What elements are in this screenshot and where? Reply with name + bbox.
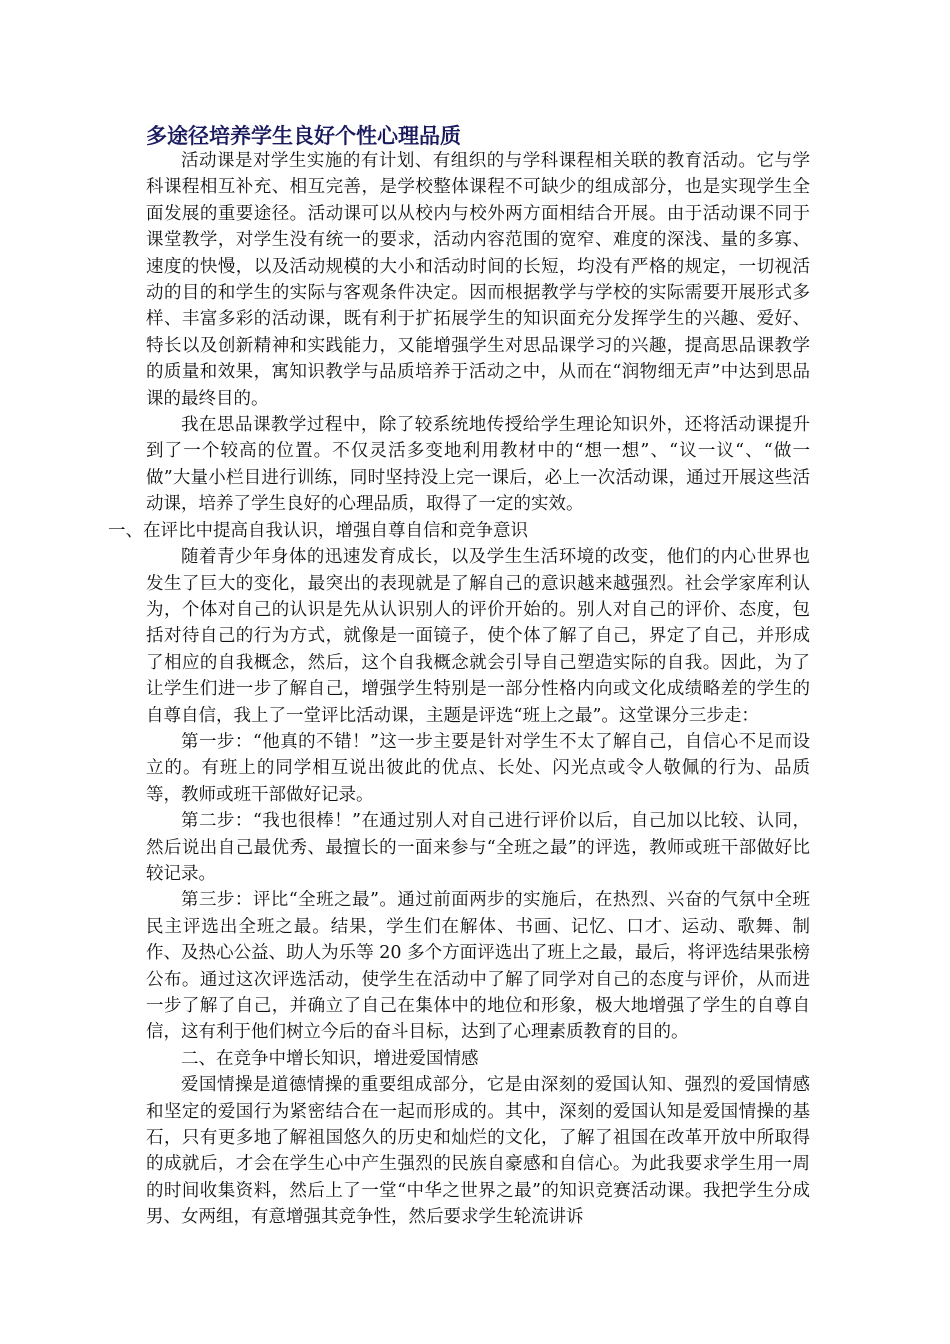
section1-paragraph-4: 第三步：评比“全班之最”。通过前面两步的实施后，在热烈、兴奋的气氛中全班民主评选出全班之最。结果，学生们在解体、书画、记忆、口才、运动、歌舞、制作、及热心公益、助人为乐等 20 多个方面评选出了班上之最，最后，将评选结果张榜公布。通过这次评选活动，使学生在活动中了解了同学对自己的态度与评价，从而进一步了解了自己，并确立了自己在集体中的地位和形象，极大地增强了学生的自尊自信，这有利于他们树立今后的奋斗目标，达到了心理素质教育的目的。 — [146, 890, 810, 1043]
intro-paragraph-1: 活动课是对学生实施的有计划、有组织的与学科课程相关联的教育活动。它与学科课程相互补充、相互完善，是学校整体课程不可缺少的组成部分，也是实现学生全面发展的重要途径。活动课可以从校内与校外两方面相结合开展。由于活动课不同于课堂教学，对学生没有统一的要求，活动内容范围的宽窄、难度的深浅、量的多寡、速度的快慢，以及活动规模的大小和活动时间的长短，均没有严格的规定，一切视活动的目的和学生的实际与客观条件决定。因而根据教学与学校的实际需要开展形式多样、丰富多彩的活动课，既有利于扩拓展学生的知识面充分发挥学生的兴趣、爱好、特长以及创新精神和实践能力，又能增强学生对思品课学习的兴趣，提高思品课教学的质量和效果，寓知识教学与品质培养于活动之中，从而在“润物细无声”中达到思品课的最终目的。 — [146, 151, 810, 409]
section1-paragraph-2: 第一步：“他真的不错！”这一步主要是针对学生不太了解自己，自信心不足而设立的。有班上的同学相互说出彼此的优点、长处、闪光点或令人敬佩的行为、品质等，教师或班干部做好记录。 — [146, 731, 810, 805]
section2-paragraph-1: 爱国情操是道德情操的重要组成部分，它是由深刻的爱国认知、强烈的爱国情感和坚定的爱国行为紧密结合在一起而形成的。其中，深刻的爱国认知是爱国情操的基石，只有更多地了解祖国悠久的历史和灿烂的文化，了解了祖国在改革开放中所取得的成就后，才会在学生心中产生强烈的民族自豪感和自信心。为此我要求学生用一周的时间收集资料，然后上了一堂“中华之世界之最”的知识竞赛活动课。我把学生分成男、女两组，有意增强其竞争性，然后要求学生轮流讲诉 — [146, 1075, 810, 1228]
document-title: 多途径培养学生良好个性心理品质 — [146, 124, 461, 148]
section-heading-2: 二、在竞争中增长知识，增进爱国情感 — [181, 1048, 479, 1069]
section-heading-1: 一、在评比中提高自我认识，增强自尊自信和竞争意识 — [108, 520, 528, 541]
section1-paragraph-1: 随着青少年身体的迅速发育成长，以及学生生活环境的改变，他们的内心世界也发生了巨大的变化，最突出的表现就是了解自己的意识越来越强烈。社会学家库利认为，个体对自己的认识是先从认识别人的评价开始的。别人对自己的评价、态度，包括对待自己的行为方式，就像是一面镜子，使个体了解了自己，界定了自己，并形成了相应的自我概念，然后，这个自我概念就会引导自己塑造实际的自我。因此，为了让学生们进一步了解自己，增强学生特别是一部分性格内向或文化成绩略差的学生的自尊自信，我上了一堂评比活动课，主题是评选“班上之最”。这堂课分三步走： — [146, 547, 810, 726]
document-body — [108, 148, 810, 1231]
section1-paragraph-3: 第二步：“我也很棒！”在通过别人对自己进行评价以后，自己加以比较、认同，然后说出自己最优秀、最擅长的一面来参与“全班之最”的评选，教师或班干部做好比较记录。 — [146, 811, 810, 884]
intro-paragraph-2: 我在思品课教学过程中，除了较系统地传授给学生理论知识外，还将活动课提升到了一个较高的位置。不仅灵活多变地利用教材中的“想一想”、“议一议“、“做一做”大量小栏目进行训练，同时坚持没上完一课后，必上一次活动课，通过开展这些活动课，培养了学生良好的心理品质，取得了一定的实效。 — [146, 415, 810, 515]
